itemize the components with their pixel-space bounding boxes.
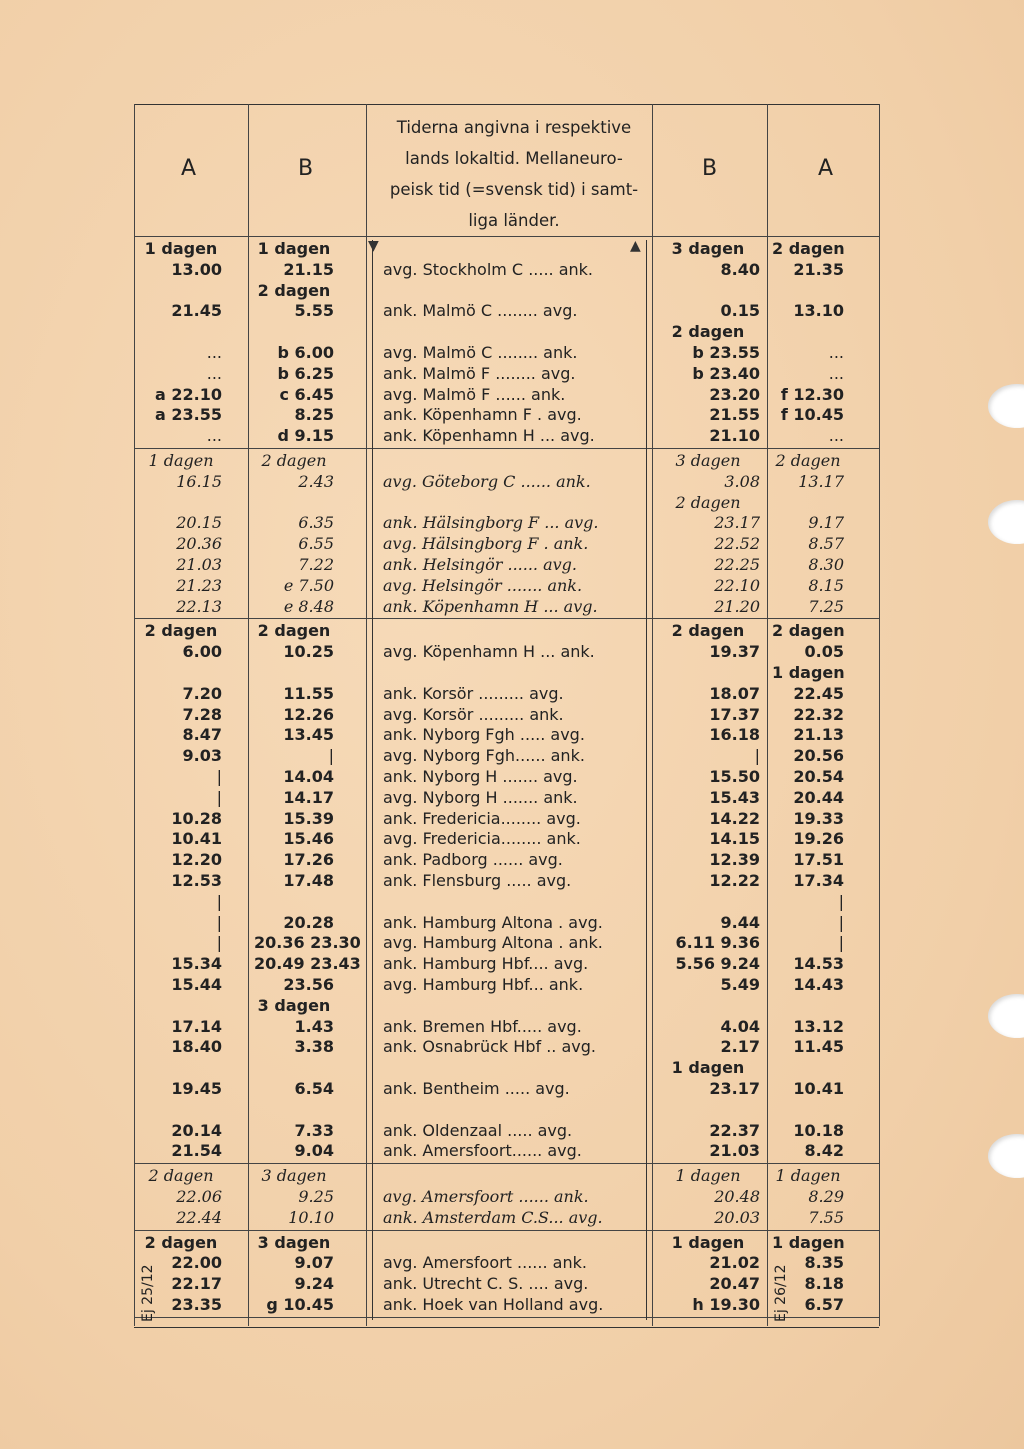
a-cell: 1 dagen (148, 451, 214, 470)
b-cell: b 6.25 (277, 363, 334, 383)
bb-cell: h 19.30 (692, 1295, 760, 1314)
b-cell: 3 dagen (257, 1232, 331, 1252)
aa-cell: 17.51 (793, 850, 844, 870)
aa-cell: 10.41 (793, 1079, 844, 1098)
st-cell: avg. Göteborg C ...... ank. (383, 471, 591, 491)
aa-cell: 20.56 (793, 746, 844, 766)
st-cell: ank. Nyborg Fgh ..... avg. (383, 725, 585, 745)
st-cell: ank. Hamburg Hbf.... avg. (383, 954, 589, 974)
b-cell: 7.33 (294, 1120, 334, 1140)
bb-cell: 23.17 (709, 1079, 760, 1098)
aa-cell: 8.35 (804, 1253, 844, 1273)
aa-cell: 8.30 (808, 555, 844, 574)
st-cell: ank. Oldenzaal ..... avg. (383, 1120, 573, 1140)
aa-cell: ... (828, 363, 844, 383)
a-cell: 12.20 (171, 850, 222, 870)
section-divider (134, 1230, 879, 1231)
station-bar (646, 240, 647, 1320)
a-cell: 2 dagen (148, 1166, 214, 1186)
note-line: peisk tid (=svensk tid) i samt- (389, 180, 639, 199)
b-cell: 14.17 (283, 787, 334, 807)
aa-cell: ... (828, 343, 844, 362)
bb-cell: 15.43 (709, 787, 760, 807)
st-cell: avg. Fredericia........ ank. (383, 829, 581, 849)
aa-cell: 6.57 (804, 1295, 844, 1314)
st-cell: avg. Amersfoort ...... ank. (383, 1187, 589, 1206)
st-cell: ank. Padborg ...... avg. (383, 850, 563, 870)
st-cell: avg. Köpenhamn H ... ank. (383, 642, 595, 662)
b-cell: 1 dagen (257, 239, 331, 258)
st-cell: ank. Köpenhamn F . avg. (383, 405, 582, 425)
bb-cell: 1 dagen (671, 1058, 745, 1078)
bb-cell: 8.40 (720, 259, 760, 279)
aa-cell: 10.18 (793, 1120, 844, 1140)
bb-cell: 21.03 (709, 1141, 760, 1161)
bb-cell: 20.03 (714, 1207, 760, 1227)
st-cell: ank. Hamburg Altona . avg. (383, 912, 603, 932)
bb-cell: 21.10 (709, 426, 760, 446)
st-cell: ank. Korsör ......... avg. (383, 683, 564, 703)
a-cell: 8.47 (182, 725, 222, 745)
b-cell: 9.25 (298, 1187, 334, 1206)
a-cell: 13.00 (171, 259, 222, 279)
aa-cell: 8.18 (804, 1274, 844, 1294)
b-cell: 3 dagen (261, 1166, 327, 1186)
st-cell: ank. Hälsingborg F ... avg. (383, 513, 599, 533)
b-cell: 21.15 (283, 259, 334, 279)
side-label-right: Ej 26/12 (773, 1264, 789, 1322)
b-cell: 20.28 (283, 912, 334, 932)
bb-cell: 3 dagen (675, 451, 741, 470)
col-line (134, 104, 135, 1326)
b-cell: 11.55 (283, 683, 334, 703)
st-cell: ank. Osnabrück Hbf .. avg. (383, 1037, 596, 1057)
a-cell: 21.23 (176, 575, 222, 595)
bb-cell: b 23.40 (692, 363, 760, 383)
aa-cell: 21.13 (793, 725, 844, 745)
header-col-a: A (181, 156, 197, 181)
a-cell: 20.36 (176, 534, 222, 554)
b-cell: | (328, 746, 334, 766)
b-cell: 2 dagen (257, 621, 331, 641)
b-cell: c 6.45 (279, 384, 334, 404)
st-cell: avg. Hamburg Altona . ank. (383, 933, 603, 953)
aa-cell: 7.55 (808, 1207, 844, 1227)
aa-cell: 1 dagen (775, 1166, 841, 1186)
bb-cell: | (754, 746, 760, 766)
st-cell: ank. Flensburg ..... avg. (383, 871, 572, 890)
aa-cell: 14.53 (793, 954, 844, 974)
aa-cell: 1 dagen (772, 1232, 845, 1252)
a-cell: 20.14 (171, 1120, 222, 1140)
aa-cell: | (838, 891, 844, 911)
note-line: Tiderna angivna i respektive (396, 118, 632, 137)
bb-cell: 18.07 (709, 683, 760, 703)
bb-cell: 22.10 (714, 575, 760, 595)
aa-cell: 17.34 (793, 871, 844, 890)
st-cell: ank. Köpenhamn H ... avg. (383, 596, 598, 616)
bb-cell: 22.25 (714, 555, 760, 574)
a-cell: | (216, 787, 222, 807)
a-cell: 2 dagen (144, 621, 218, 641)
st-cell: ank. Malmö C ........ avg. (383, 301, 578, 321)
bb-cell: 2.17 (720, 1037, 760, 1057)
bb-cell: 5.56 9.24 (675, 954, 760, 974)
aa-cell: 2 dagen (772, 621, 845, 641)
st-cell: avg. Stockholm C ..... ank. (383, 259, 593, 279)
a-cell: | (216, 912, 222, 932)
section-divider (134, 618, 879, 619)
a-cell: 7.28 (182, 704, 222, 724)
a-cell: 22.44 (176, 1207, 222, 1227)
a-cell: 23.35 (171, 1295, 222, 1314)
a-cell: ... (206, 426, 222, 446)
b-cell: 20.49 23.43 (254, 954, 361, 974)
b-cell: 15.46 (283, 829, 334, 849)
st-cell: ank. Helsingör ...... avg. (383, 555, 577, 574)
bb-cell: 15.50 (709, 767, 760, 786)
bb-cell: 12.39 (709, 850, 760, 870)
b-cell: 15.39 (283, 808, 334, 828)
bb-cell: 3 dagen (671, 239, 745, 258)
b-cell: 2 dagen (257, 280, 331, 300)
b-cell: e 8.48 (283, 596, 334, 616)
b-cell: 2.43 (298, 471, 334, 491)
a-cell: 21.45 (171, 301, 222, 321)
b-cell: 3.38 (294, 1037, 334, 1057)
bb-cell: b 23.55 (692, 343, 760, 362)
bb-cell: 2 dagen (675, 492, 741, 512)
bb-cell: 6.11 9.36 (675, 933, 760, 953)
a-cell: ... (206, 343, 222, 362)
bb-cell: 12.22 (709, 871, 760, 890)
aa-cell: 8.29 (808, 1187, 844, 1206)
section-divider (134, 1163, 879, 1164)
bb-cell: 20.47 (709, 1274, 760, 1294)
aa-cell: 8.57 (808, 534, 844, 554)
header-note (384, 112, 644, 236)
aa-cell: | (838, 912, 844, 932)
aa-cell: 19.33 (793, 808, 844, 828)
aa-cell: 20.44 (793, 787, 844, 807)
aa-cell: 13.10 (793, 301, 844, 321)
a-cell: 22.17 (171, 1274, 222, 1294)
st-cell: ank. Köpenhamn H ... avg. (383, 426, 595, 446)
a-cell: 21.03 (176, 555, 222, 574)
st-cell: avg. Nyborg H ....... ank. (383, 787, 578, 807)
col-line (767, 104, 768, 1326)
a-cell: 10.41 (171, 829, 222, 849)
st-cell: avg. Nyborg Fgh...... ank. (383, 746, 585, 766)
st-cell: ank. Hoek van Holland avg. (383, 1295, 604, 1314)
bb-cell: 1 dagen (671, 1232, 745, 1252)
bb-cell: 1 dagen (675, 1166, 741, 1186)
a-cell: 10.28 (171, 808, 222, 828)
aa-cell: 14.43 (793, 975, 844, 994)
b-cell: 12.26 (283, 704, 334, 724)
aa-cell: 20.54 (793, 767, 844, 786)
side-label-left: Ej 25/12 (140, 1264, 156, 1322)
a-cell: 7.20 (182, 683, 222, 703)
b-cell: 9.24 (294, 1274, 334, 1294)
b-cell: 17.48 (283, 871, 334, 890)
a-cell: 15.44 (171, 975, 222, 994)
a-cell: 12.53 (171, 871, 222, 890)
a-cell: a 22.10 (155, 384, 222, 404)
a-cell: | (216, 933, 222, 953)
aa-cell: 22.45 (793, 683, 844, 703)
aa-cell: 2 dagen (775, 451, 841, 470)
st-cell: ank. Fredericia........ avg. (383, 808, 581, 828)
header-col-b2: B (702, 156, 718, 181)
b-cell: g 10.45 (266, 1295, 334, 1314)
b-cell: 5.55 (294, 301, 334, 321)
bb-cell: 19.37 (709, 642, 760, 662)
bb-cell: 22.52 (714, 534, 760, 554)
note-line: liga länder. (468, 211, 560, 230)
b-cell: 9.04 (294, 1141, 334, 1161)
st-cell: ank. Nyborg H ....... avg. (383, 767, 578, 786)
aa-cell: | (838, 933, 844, 953)
bb-cell: 22.37 (709, 1120, 760, 1140)
st-cell: ank. Amsterdam C.S... avg. (383, 1207, 603, 1227)
aa-cell: f 10.45 (780, 405, 844, 425)
b-cell: 6.54 (294, 1079, 334, 1098)
bb-cell: 14.22 (709, 808, 760, 828)
st-cell: avg. Malmö C ........ ank. (383, 343, 578, 362)
b-cell: b 6.00 (277, 343, 334, 362)
aa-cell: 11.45 (793, 1037, 844, 1057)
b-cell: 2 dagen (261, 451, 327, 470)
bb-cell: 14.15 (709, 829, 760, 849)
bb-cell: 2 dagen (671, 322, 745, 342)
a-cell: 1 dagen (144, 239, 218, 258)
a-cell: 9.03 (182, 746, 222, 766)
b-cell: 6.55 (298, 534, 334, 554)
a-cell: 18.40 (171, 1037, 222, 1057)
bb-cell: 4.04 (720, 1016, 760, 1036)
col-line (879, 104, 880, 1326)
b-cell: 10.25 (283, 642, 334, 662)
b-cell: 1.43 (294, 1016, 334, 1036)
note-line: lands lokaltid. Mellaneuro- (405, 149, 623, 168)
aa-cell: 22.32 (793, 704, 844, 724)
col-line (366, 104, 367, 1326)
st-cell: ank. Amersfoort...... avg. (383, 1141, 582, 1161)
a-cell: 16.15 (176, 471, 222, 491)
header-col-a2: A (818, 156, 834, 181)
b-cell: 23.56 (283, 975, 334, 994)
b-cell: 13.45 (283, 725, 334, 745)
b-cell: 8.25 (294, 405, 334, 425)
st-cell: avg. Malmö F ...... ank. (383, 384, 566, 404)
station-bar (372, 240, 373, 1320)
st-cell: avg. Hamburg Hbf... ank. (383, 975, 584, 994)
a-cell: 6.00 (182, 642, 222, 662)
bb-cell: 21.02 (709, 1253, 760, 1273)
a-cell: 20.15 (176, 513, 222, 533)
b-cell: e 7.50 (283, 575, 334, 595)
col-line (248, 104, 249, 1326)
aa-cell: f 12.30 (780, 384, 844, 404)
a-cell: 2 dagen (144, 1232, 218, 1252)
st-cell: ank. Bentheim ..... avg. (383, 1079, 570, 1098)
bb-cell: 20.48 (714, 1187, 760, 1206)
arrow-up-icon: ▲ (630, 238, 641, 254)
b-cell: 20.36 23.30 (254, 933, 361, 953)
a-cell: 22.00 (171, 1253, 222, 1273)
b-cell: 7.22 (298, 555, 334, 574)
bb-cell: 2 dagen (671, 621, 745, 641)
b-cell: 6.35 (298, 513, 334, 533)
bb-cell: 21.55 (709, 405, 760, 425)
a-cell: 22.13 (176, 596, 222, 616)
a-cell: 15.34 (171, 954, 222, 974)
a-cell: 21.54 (171, 1141, 222, 1161)
header-divider (134, 236, 879, 237)
bb-cell: 16.18 (709, 725, 760, 745)
aa-cell: 8.42 (804, 1141, 844, 1161)
b-cell: 3 dagen (257, 995, 331, 1015)
aa-cell: 2 dagen (772, 239, 845, 258)
col-line (652, 104, 653, 1326)
a-cell: 22.06 (176, 1187, 222, 1206)
st-cell: avg. Amersfoort ...... ank. (383, 1253, 587, 1273)
b-cell: 9.07 (294, 1253, 334, 1273)
aa-cell: 8.15 (808, 575, 844, 595)
bb-cell: 17.37 (709, 704, 760, 724)
bb-cell: 23.20 (709, 384, 760, 404)
bb-cell: 23.17 (714, 513, 760, 533)
bb-cell: 9.44 (720, 912, 760, 932)
st-cell: ank. Malmö F ........ avg. (383, 363, 576, 383)
a-cell: a 23.55 (155, 405, 222, 425)
a-cell: 19.45 (171, 1079, 222, 1098)
aa-cell: 13.17 (798, 471, 844, 491)
bb-cell: 21.20 (714, 596, 760, 616)
st-cell: ank. Bremen Hbf..... avg. (383, 1016, 582, 1036)
st-cell: avg. Hälsingborg F . ank. (383, 534, 589, 554)
st-cell: ank. Utrecht C. S. .... avg. (383, 1274, 589, 1294)
bb-cell: 0.15 (720, 301, 760, 321)
b-cell: 14.04 (283, 767, 334, 786)
aa-cell: 7.25 (808, 596, 844, 616)
a-cell: | (216, 767, 222, 786)
aa-cell: ... (828, 426, 844, 446)
a-cell: 17.14 (171, 1016, 222, 1036)
b-cell: d 9.15 (277, 426, 334, 446)
aa-cell: 19.26 (793, 829, 844, 849)
a-cell: ... (206, 363, 222, 383)
aa-cell: 1 dagen (772, 663, 845, 682)
a-cell: | (216, 891, 222, 911)
aa-cell: 21.35 (793, 259, 844, 279)
bb-cell: 3.08 (724, 471, 760, 491)
section-divider (134, 1317, 879, 1318)
header-col-b: B (298, 156, 314, 181)
b-cell: 10.10 (288, 1207, 334, 1227)
section-divider (134, 448, 879, 449)
bb-cell: 5.49 (720, 975, 760, 994)
aa-cell: 0.05 (804, 642, 844, 662)
arrow-down-icon: ▼ (368, 238, 379, 254)
aa-cell: 9.17 (808, 513, 844, 533)
st-cell: avg. Korsör ......... ank. (383, 704, 564, 724)
b-cell: 17.26 (283, 850, 334, 870)
st-cell: avg. Helsingör ....... ank. (383, 575, 583, 595)
aa-cell: 13.12 (793, 1016, 844, 1036)
